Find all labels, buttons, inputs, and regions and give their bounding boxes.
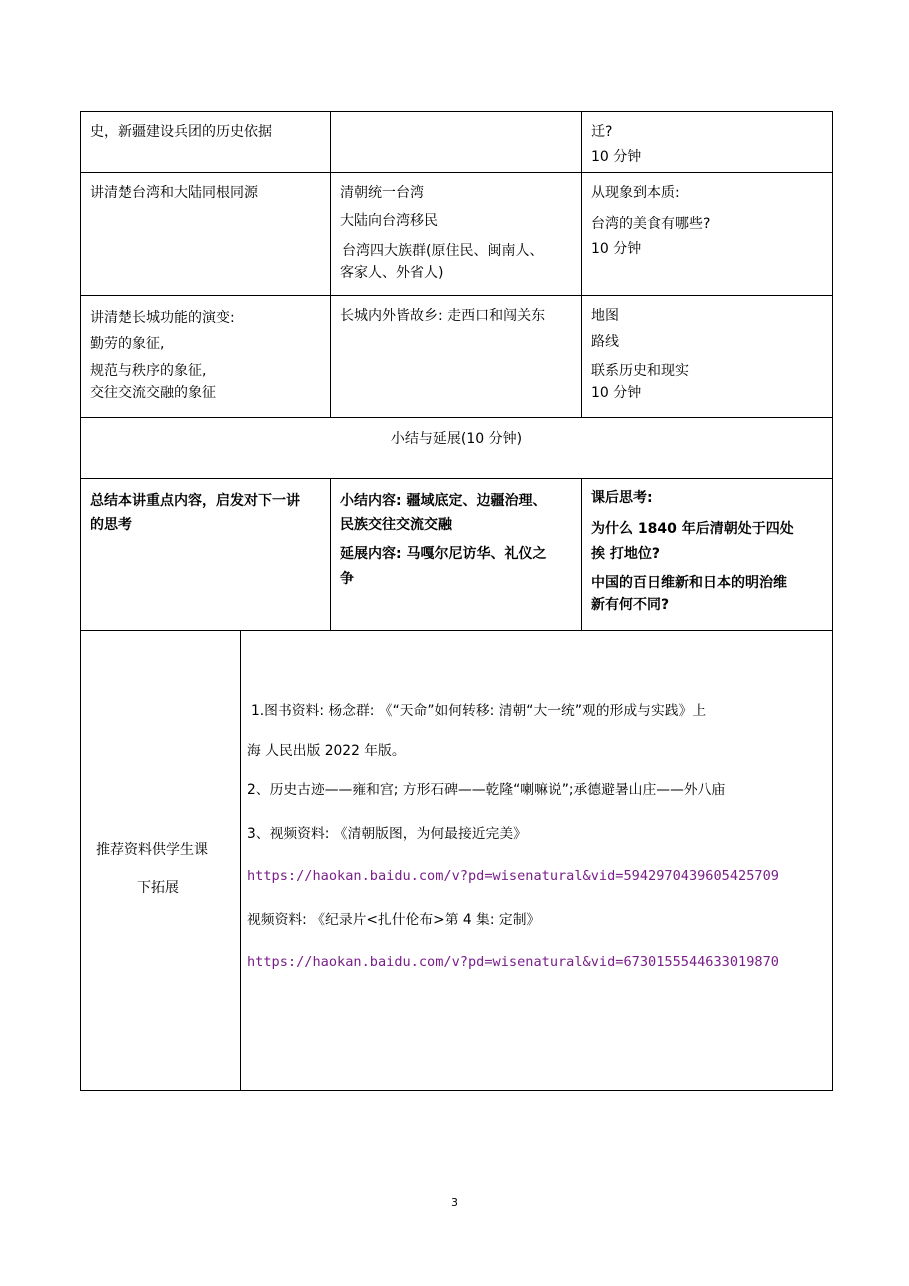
row5-extension-line1: 延展内容: 马嘎尔尼访华、礼仪之 [340,546,547,562]
col-divider-2-summary [581,478,582,630]
resource-book-line1: 1.图书资料: 杨念群: 《“天命”如何转移: 清朝“大一统”观的形成与实践》上 [251,703,707,719]
row3-objective-line1: 讲清楚长城功能的演变: [90,310,235,326]
row3-method-line1: 地图 [591,308,619,324]
resources-label-line2: 下拓展 [137,880,179,896]
row2-method-line2: 台湾的美食有哪些? [591,216,711,232]
row3-method-line3: 联系历史和现实 [591,363,689,379]
table-border-left [80,111,81,1091]
row3-objective-line3: 规范与秩序的象征, [90,363,207,379]
row-divider-5 [80,630,833,631]
row-divider-4 [80,478,833,479]
resource-video2-link[interactable]: https://haokan.baidu.com/v?pd=wisenatural&vid=6730155544633019870 [247,954,779,970]
col-divider-1-upper [330,111,331,417]
page-number: 3 [451,1196,458,1209]
row2-content-line1: 清朝统一台湾 [340,185,424,201]
resource-video1-link[interactable]: https://haokan.baidu.com/v?pd=wisenatural&vid=5942970439605425709 [247,868,779,884]
row-divider-1 [80,172,833,173]
resource-sites: 2、历史古迹——雍和宫; 方形石碑——乾隆“喇嘛说”;承德避暑山庄——外八庙 [247,782,726,798]
row3-method-line4: 10 分钟 [591,385,642,401]
row-divider-3 [80,417,833,418]
table-border-top [80,111,833,112]
row5-homework-line4: 中国的百日维新和日本的明治维 [591,575,787,591]
resource-video1-title: 3、视频资料: 《清朝版图，为何最接近完美》 [247,826,527,842]
row5-summary-line2: 民族交往交流交融 [340,517,452,533]
col-divider-1-summary [330,478,331,630]
row5-summary-line1: 小结内容: 疆域底定、边疆治理、 [340,493,547,509]
resources-label-line1: 推荐资料供学生课 [96,842,208,858]
table-border-right [832,111,833,1091]
resource-book-line2: 海 人民出版 2022 年版。 [247,743,406,759]
row1-method-line1: 迁? [591,124,613,140]
row2-content-line3: 台湾四大族群(原住民、闽南人、 [342,243,544,259]
col-divider-2-upper [581,111,582,417]
row2-method-line1: 从现象到本质: [591,185,680,201]
row5-homework-line2: 为什么 1840 年后清朝处于四处 [591,521,794,537]
col-divider-resources [240,630,241,1090]
row-divider-2 [80,295,833,296]
table-border-bottom [80,1090,833,1091]
row1-objective: 史，新疆建设兵团的历史依据 [90,124,272,140]
row3-content: 长城内外皆故乡: 走西口和闯关东 [340,308,546,324]
row5-homework-line5: 新有何不同? [591,597,670,613]
row5-extension-line2: 争 [340,571,354,587]
summary-section-header: 小结与延展(10 分钟) [390,431,523,447]
row5-homework-line3: 挨 打地位? [591,546,660,562]
row5-homework-line1: 课后思考: [591,490,653,506]
row2-content-line4: 客家人、外省人) [340,265,444,281]
row3-method-line2: 路线 [591,334,619,350]
row1-method-line2: 10 分钟 [591,149,642,165]
row2-objective: 讲清楚台湾和大陆同根同源 [90,185,258,201]
resource-video2-title: 视频资料: 《纪录片<扎什伦布>第 4 集: 定制》 [247,912,541,928]
row3-objective-line4: 交往交流交融的象征 [90,385,216,401]
row5-objective-line1: 总结本讲重点内容，启发对下一讲 [90,493,300,509]
row2-content-line2: 大陆向台湾移民 [340,213,438,229]
row2-method-line3: 10 分钟 [591,241,642,257]
row5-objective-line2: 的思考 [90,517,132,533]
row3-objective-line2: 勤劳的象征, [90,336,165,352]
